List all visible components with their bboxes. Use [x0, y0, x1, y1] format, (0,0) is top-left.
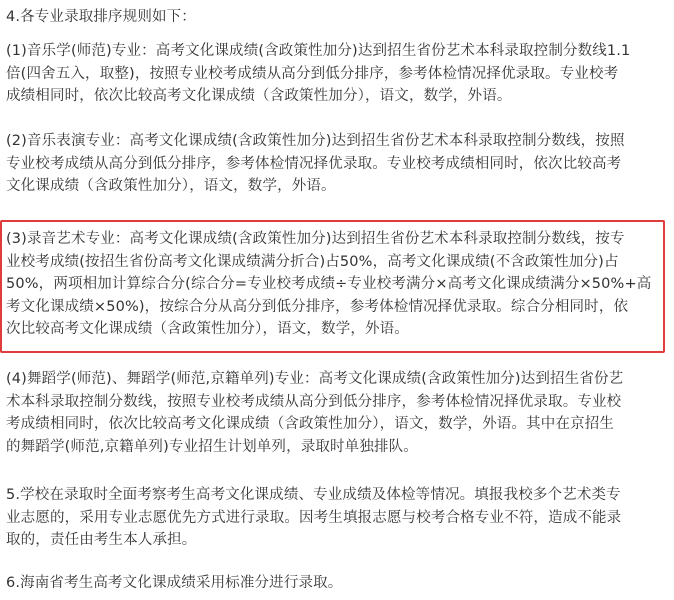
text-line: 成绩相同时，依次比较高考文化课成绩（含政策性加分），语文，数学，外语。 [6, 88, 512, 105]
paragraph-music-education [6, 40, 666, 108]
text-line: 业校考成绩(按招生省份高考文化课成绩满分折合)占50%，高考文化课成绩(不含政策性加分)占 [6, 253, 619, 270]
paragraph-dance [6, 368, 666, 458]
paragraph-admission-policy [6, 484, 666, 552]
text-line: 倍(四舍五入，取整)，按照专业校考成绩从高分到低分排序，参考体检情况择优录取。专业校考 [6, 65, 619, 82]
text-line: (4)舞蹈学(师范)、舞蹈学(师范,京籍单列)专业：高考文化课成绩(含政策性加分)达到招生省份艺 [6, 371, 624, 387]
section-heading [6, 6, 666, 29]
paragraph-hainan [6, 572, 666, 595]
text-line: 考成绩相同时，依次比较高考文化课成绩（含政策性加分），语文，数学，外语。其中在京招生 [6, 416, 615, 433]
text-line: 术本科录取控制分数线，按照专业校考成绩从高分到低分排序，参考体检情况择优录取。专业校 [6, 393, 622, 410]
text-line: 文化课成绩（含政策性加分），语文，数学，外语。 [6, 178, 336, 195]
text-line: (3)录音艺术专业：高考文化课成绩(含政策性加分)达到招生省份艺术本科录取控制分数线，按专 [6, 231, 625, 247]
text-line: 4.各专业录取排序规则如下： [6, 9, 196, 25]
text-line: 次比较高考文化课成绩（含政策性加分），语文，数学，外语。 [6, 321, 409, 338]
text-line: (2)音乐表演专业：高考文化课成绩(含政策性加分)达到招生省份艺术本科录取控制分数线，按照 [6, 133, 625, 149]
text-line: 50%，两项相加计算综合分(综合分=专业校考成绩÷专业校考满分×高考文化课成绩满分×50%+高 [6, 276, 652, 293]
text-line: 考文化课成绩×50%)，按综合分从高分到低分排序，参考体检情况择优录取。综合分相同时，依 [6, 298, 629, 315]
text-line: 5.学校在录取时全面考察考生高考文化课成绩、专业成绩及体检等情况。填报我校多个艺术类专 [6, 487, 621, 503]
text-line: (1)音乐学(师范)专业：高考文化课成绩(含政策性加分)达到招生省份艺术本科录取控制分数线1.1 [6, 43, 631, 59]
text-line: 业志愿的，采用专业志愿优先方式进行录取。因考生填报志愿与校考合格专业不符，造成不能录 [6, 509, 622, 526]
text-line: 6.海南省考生高考文化课成绩采用标准分进行录取。 [6, 575, 343, 591]
text-line: 取的，责任由考生本人承担。 [6, 532, 197, 549]
text-line: 的舞蹈学(师范,京籍单列)专业招生计划单列，录取时单独排队。 [6, 438, 418, 455]
text-line: 专业校考成绩从高分到低分排序，参考体检情况择优录取。专业校考成绩相同时，依次比较高考 [6, 155, 622, 172]
paragraph-music-performance [6, 130, 666, 198]
paragraph-recording-art [6, 228, 666, 341]
